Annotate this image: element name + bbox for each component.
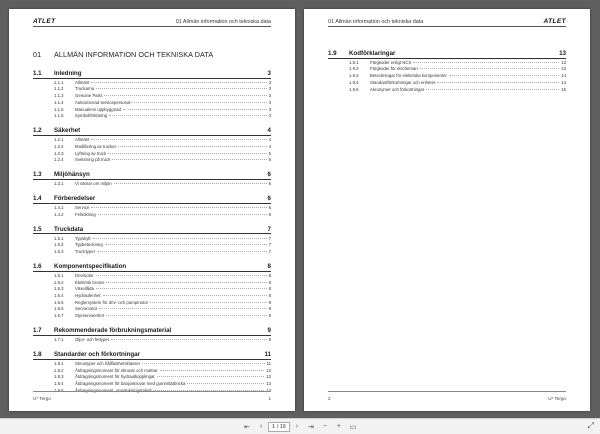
toc-entry-number: 1.6.2 <box>54 279 64 285</box>
toc-entry-number: 1.4.1 <box>54 205 64 211</box>
toc-entry-title: Manualens uppbyggnad <box>75 106 121 112</box>
toc-entry-title: Åtdragningsmoment, omvänkningstabell <box>75 387 152 393</box>
toc-entry-number: 1.1.1 <box>54 79 64 85</box>
toc-entry-title: Beteckningar för elektriska komponenter <box>370 73 447 79</box>
toc-entry-page: 3 <box>268 86 271 92</box>
dot-leader <box>118 146 267 147</box>
toc-entry-title: Typbeteckning <box>75 242 103 248</box>
toc-entry[interactable] <box>33 112 271 119</box>
footer-rule <box>328 391 566 392</box>
toc-entry-page: 4 <box>268 143 271 149</box>
dot-leader <box>132 102 266 103</box>
toc-section-heading[interactable] <box>33 127 271 134</box>
footer-page-number: 2 <box>328 396 331 401</box>
toc-entry-number: 1.2.1 <box>54 137 64 143</box>
toc-entry-page: 3 <box>268 106 271 112</box>
dot-leader <box>105 244 267 245</box>
toc-entry-title: Modifiering av trucker <box>75 143 117 149</box>
toc-entry-title: Vi värnar om miljön <box>75 181 112 187</box>
dot-leader <box>96 275 267 276</box>
toc-entry[interactable] <box>33 180 271 187</box>
toc-entry-number: 1.9.3 <box>349 73 359 79</box>
doc-title <box>33 50 213 59</box>
dot-leader <box>97 251 266 252</box>
toc-section-page: 6 <box>267 171 271 179</box>
toc-section <box>33 171 271 186</box>
toc-entry-number: 1.6.5 <box>54 299 64 305</box>
right-page <box>304 9 590 411</box>
dot-leader <box>150 302 267 303</box>
toc-entry[interactable] <box>33 312 271 319</box>
toc-section-heading[interactable] <box>33 171 271 178</box>
toc-section-page: 8 <box>267 263 271 271</box>
toc-entry-page: 3 <box>268 79 271 85</box>
toc-entry-number: 1.1.6 <box>54 113 64 119</box>
toc-entry-title: Felsökning <box>75 211 96 217</box>
toc-entry-title: Färgkoder för elscheman <box>370 66 418 72</box>
toc-section <box>33 195 271 217</box>
toc-section-title: Säkerhet <box>54 127 81 135</box>
toc-section-heading[interactable] <box>33 195 271 202</box>
header-rule <box>328 26 566 27</box>
toc-entry[interactable] <box>33 92 271 99</box>
toc-entry-title: Oljor- och fettyper <box>75 337 110 343</box>
toc-entry-title: Åtdragningsmoment för skruvar och muttrar <box>75 367 158 373</box>
toc-entry-number: 1.6.4 <box>54 293 64 299</box>
toc-entry[interactable] <box>33 234 271 241</box>
toc-entry-page: 13 <box>561 66 566 72</box>
left-page <box>9 9 295 411</box>
toc-section-heading[interactable] <box>33 226 271 233</box>
toc-entry-page: 13 <box>266 387 271 393</box>
toc-entry-title: Allmänt <box>75 79 90 85</box>
toc-entry-page: 8 <box>268 293 271 299</box>
toc-entry[interactable] <box>328 65 566 72</box>
dot-leader <box>112 159 266 160</box>
toc-entry-number: 1.9.1 <box>349 59 359 65</box>
toc-section-page: 7 <box>267 225 271 233</box>
page-header-text: 01 Allmän information och tekniska data <box>175 19 271 25</box>
toc-entry[interactable] <box>33 386 271 393</box>
dot-leader <box>413 62 559 63</box>
toc-section-number: 1.9 <box>328 50 337 57</box>
toc-entry-number: 1.9.2 <box>349 66 359 72</box>
toc-entry-page: 3 <box>268 99 271 105</box>
toc-entry-number: 1.2.3 <box>54 150 64 156</box>
footer-rule <box>33 391 271 392</box>
toc-section-title: Truckdata <box>54 225 84 233</box>
toc-entry[interactable] <box>33 336 271 343</box>
toc-entry-number: 1.6.7 <box>54 313 64 319</box>
toc-entry-page: 5 <box>268 150 271 156</box>
toc-entry-title: Standardförkortningar och enheter <box>370 79 436 85</box>
toc-section-number: 1.6 <box>33 263 42 271</box>
toc-entry[interactable] <box>33 85 271 92</box>
toc-entry-number: 1.6.1 <box>54 272 64 278</box>
toc-section-title: Komponentspecifikation <box>54 263 127 271</box>
dot-leader <box>426 89 559 90</box>
toc-entry-title: Reglersystem för driv- och pumpmotor <box>75 299 149 305</box>
toc-entry-page: 6 <box>268 157 271 163</box>
toc-entry-page: 11 <box>266 360 271 366</box>
toc-section-heading[interactable] <box>33 327 271 334</box>
toc-entry-title: Servomotor <box>75 306 98 312</box>
toc-section-number: 1.2 <box>33 127 42 135</box>
toc-entry-title: Svetsning på truck <box>75 157 111 163</box>
toc-section-page: 11 <box>264 351 271 359</box>
dot-leader <box>99 308 266 309</box>
toc-section <box>33 351 271 393</box>
toc-entry-number: 1.9.4 <box>349 79 359 85</box>
toc-entry-number: 1.1.5 <box>54 106 64 112</box>
toc-entry[interactable] <box>328 59 566 66</box>
toc-entry[interactable] <box>328 79 566 86</box>
previous-page-icon[interactable]: ‹ <box>259 423 263 430</box>
toc-entry-title: Åtdragningsmoment för banjoskruvar med gummitätbricka <box>75 381 186 387</box>
toc-section-title: Standarder och förkortningar <box>54 351 140 359</box>
toc-entry-title: Styrservoenhet <box>75 313 104 319</box>
page-indicator-input[interactable]: 1 / 16 <box>268 422 290 432</box>
toc-entry-page: 9 <box>268 306 271 312</box>
toc-entry-page: 7 <box>268 242 271 248</box>
doc-title-text: ALLMÄN INFORMATION OCH TEKNISKA DATA <box>54 50 214 59</box>
toc-section-number: 1.7 <box>33 327 42 335</box>
toc-entry-number: 1.2.4 <box>54 157 64 163</box>
toc-entry-number: 1.1.3 <box>54 93 64 99</box>
toc-entry[interactable] <box>33 156 271 163</box>
toc-entry[interactable] <box>328 72 566 79</box>
toc-section <box>328 50 566 92</box>
toc-entry[interactable] <box>33 143 271 150</box>
toc-entry-number: 1.5.2 <box>54 242 64 248</box>
dot-leader <box>420 68 559 69</box>
toc-entry-title: Auktoriserad servicepersonal <box>75 99 131 105</box>
toc-section-page: 3 <box>267 70 271 77</box>
zoom-out-icon[interactable]: − <box>322 423 327 430</box>
zoom-in-icon[interactable]: + <box>336 423 341 430</box>
toc-entry-page: 14 <box>561 73 566 79</box>
toc-entry-number: 1.4.2 <box>54 211 64 217</box>
viewer-toolbar <box>0 418 600 434</box>
toc-entry[interactable] <box>33 366 271 373</box>
toc-entry-page: 7 <box>268 249 271 255</box>
toc-entry-title: Drivmotor <box>75 272 94 278</box>
toc-entry[interactable] <box>33 204 271 211</box>
toc-entry-number: 1.6.3 <box>54 286 64 292</box>
dot-leader <box>123 109 267 110</box>
toc-entry[interactable] <box>33 79 271 86</box>
toc-entry[interactable] <box>33 360 271 367</box>
toc-entry[interactable] <box>33 99 271 106</box>
toc-entry-title: Trucktyper <box>75 249 96 255</box>
toc-section-page: 6 <box>267 195 271 203</box>
toc-entry[interactable] <box>33 278 271 285</box>
toc-section <box>33 263 271 318</box>
toc-entry-number: 1.6.6 <box>54 306 64 312</box>
dot-leader <box>106 315 267 316</box>
expand-icon[interactable]: ⤢ <box>587 421 594 430</box>
atlet-logo: ATLET <box>33 18 56 25</box>
atlet-logo: ATLET <box>543 18 566 25</box>
dot-leader <box>109 115 267 116</box>
toc-entry-title: Färgkoder enligt NCS <box>370 59 412 65</box>
next-page-icon[interactable]: › <box>295 423 299 430</box>
toc-section-heading[interactable] <box>33 70 271 77</box>
toc-entry-title: Service <box>75 205 90 211</box>
toc-entry[interactable] <box>33 272 271 279</box>
toc-entry-number: 1.8.2 <box>54 367 64 373</box>
toc-entry[interactable] <box>328 85 566 92</box>
toc-entry-title: Akronymer och förkortningar <box>370 86 425 92</box>
dot-leader <box>104 95 266 96</box>
toc-entry-page: 7 <box>268 235 271 241</box>
toc-section-heading[interactable] <box>33 351 271 358</box>
dot-leader <box>449 75 559 76</box>
dot-leader <box>108 153 266 154</box>
toc-entry[interactable] <box>33 105 271 112</box>
toc-entry-number: 1.1.2 <box>54 86 64 92</box>
toc-entry-page: 9 <box>268 299 271 305</box>
toc-entry-page: 15 <box>561 86 566 92</box>
toc-entry[interactable] <box>33 248 271 255</box>
toc-entry-number: 1.7.1 <box>54 337 64 343</box>
toc-entry-page: 12 <box>266 367 271 373</box>
dot-leader <box>93 238 267 239</box>
toc-entry-title: Hydraulenhet <box>75 293 101 299</box>
toc-entry-number: 1.8.3 <box>54 374 64 380</box>
header-rule <box>33 26 271 27</box>
toc-entry-page: 4 <box>268 137 271 143</box>
toc-entry[interactable] <box>33 373 271 380</box>
toc-entry-number: 1.5.3 <box>54 249 64 255</box>
toc-entry-number: 1.9.5 <box>349 86 359 92</box>
toc-section-number: 1.3 <box>33 171 42 179</box>
toc-entry-page: 6 <box>268 181 271 187</box>
toc-entry-number: 1.8.1 <box>54 360 64 366</box>
toc-section-heading[interactable] <box>33 263 271 270</box>
toc-section-page: 4 <box>267 127 271 135</box>
footer-page-number: 1 <box>268 396 271 401</box>
toc-entry-title: Genuine Parts <box>75 93 103 99</box>
toc-section-title: Rekommenderade förbrukningsmaterial <box>54 327 172 335</box>
dot-leader <box>98 214 267 215</box>
toc-section-title: Förberedelser <box>54 195 96 203</box>
toc-section <box>33 127 271 162</box>
dot-leader <box>91 207 266 208</box>
toc-section-number: 1.5 <box>33 225 42 233</box>
dot-leader <box>437 82 559 83</box>
dot-leader <box>157 376 264 377</box>
toc-entry-number: 1.8.4 <box>54 381 64 387</box>
toc-entry-page: 8 <box>268 286 271 292</box>
toc-entry-page: 9 <box>268 337 271 343</box>
toc-entry-page: 14 <box>561 79 566 85</box>
toc-entry-page: 9 <box>268 313 271 319</box>
toc-section <box>33 70 271 119</box>
dot-leader <box>111 339 266 340</box>
dot-leader <box>114 183 267 184</box>
toc-section-number: 1.8 <box>33 351 42 359</box>
footer-product: U* Tergo <box>33 396 51 401</box>
toc-entry-page: 8 <box>268 279 271 285</box>
toc-entry-page: 6 <box>268 211 271 217</box>
toc-entry-title: Lyftning av truck <box>75 150 107 156</box>
last-page-icon[interactable]: ⇥ <box>307 423 314 431</box>
toc-entry[interactable] <box>33 136 271 143</box>
toc-entry[interactable] <box>33 298 271 305</box>
toc-entry-page: 8 <box>268 272 271 278</box>
dot-leader <box>106 282 266 283</box>
toc-entry-title: Åtdragningsmoment för hydraulkopplingar <box>75 374 155 380</box>
doc-title-number: 01 <box>33 50 42 59</box>
toc-section-title: Inledning <box>54 70 82 77</box>
toc-section-number: 1.1 <box>33 70 42 77</box>
toc-entry-title: Typskylt <box>75 235 91 241</box>
dot-leader <box>103 295 267 296</box>
toc-section-title: Kodförklaringar <box>349 50 396 57</box>
dot-leader <box>96 288 267 289</box>
toc-entry[interactable] <box>33 305 271 312</box>
toc-section <box>33 327 271 342</box>
toc-entry[interactable] <box>33 380 271 387</box>
toc-entry-page: 13 <box>266 381 271 387</box>
toc-entry-number: 1.1.4 <box>54 99 64 105</box>
toc-entry-title: Allmänt <box>75 137 90 143</box>
toc-entry-page: 13 <box>561 59 566 65</box>
toc-section-heading[interactable] <box>328 50 566 57</box>
toc-section-page: 13 <box>559 50 566 57</box>
toc-entry[interactable] <box>33 285 271 292</box>
toc-entry-page: 3 <box>268 113 271 119</box>
toc-entry-title: Elektrisk broms <box>75 279 105 285</box>
toc-entry-page: 6 <box>268 205 271 211</box>
toc-entry-title: Skruvtyper och hållfasthetsklasser <box>75 360 141 366</box>
toc-entry-number: 1.5.1 <box>54 235 64 241</box>
toc-entry-page: 12 <box>266 374 271 380</box>
toc-section-number: 1.4 <box>33 195 42 203</box>
toc-section <box>33 226 271 255</box>
toc-entry-title: Truckarna <box>75 86 95 92</box>
toc-entry-page: 3 <box>268 93 271 99</box>
toc-section-page: 9 <box>267 327 271 335</box>
page-navigation <box>240 422 360 432</box>
toc-entry-number: 1.3.1 <box>54 181 64 187</box>
page-header-text: 01 Allmän information och tekniska data <box>328 19 424 25</box>
dot-leader <box>160 370 264 371</box>
toc-entry-title: Växellåda <box>75 286 94 292</box>
toc-entry-title: Symbolförklaring <box>75 113 108 119</box>
toc-entry[interactable] <box>33 241 271 248</box>
fit-page-icon[interactable]: ▭ <box>349 423 357 431</box>
dot-leader <box>96 88 266 89</box>
dot-leader <box>91 139 266 140</box>
footer-product: U* Tergo <box>548 396 566 401</box>
toc-entry[interactable] <box>33 149 271 156</box>
toc-section-title: Miljöhänsyn <box>54 171 90 179</box>
toc-entry[interactable] <box>33 210 271 217</box>
toc-entry-number: 1.2.2 <box>54 143 64 149</box>
dot-leader <box>91 82 266 83</box>
toc-entry[interactable] <box>33 292 271 299</box>
toc-entry-number: 1.8.5 <box>54 387 64 393</box>
dot-leader <box>187 383 264 384</box>
dot-leader <box>142 363 264 364</box>
first-page-icon[interactable]: ⇤ <box>244 423 251 431</box>
